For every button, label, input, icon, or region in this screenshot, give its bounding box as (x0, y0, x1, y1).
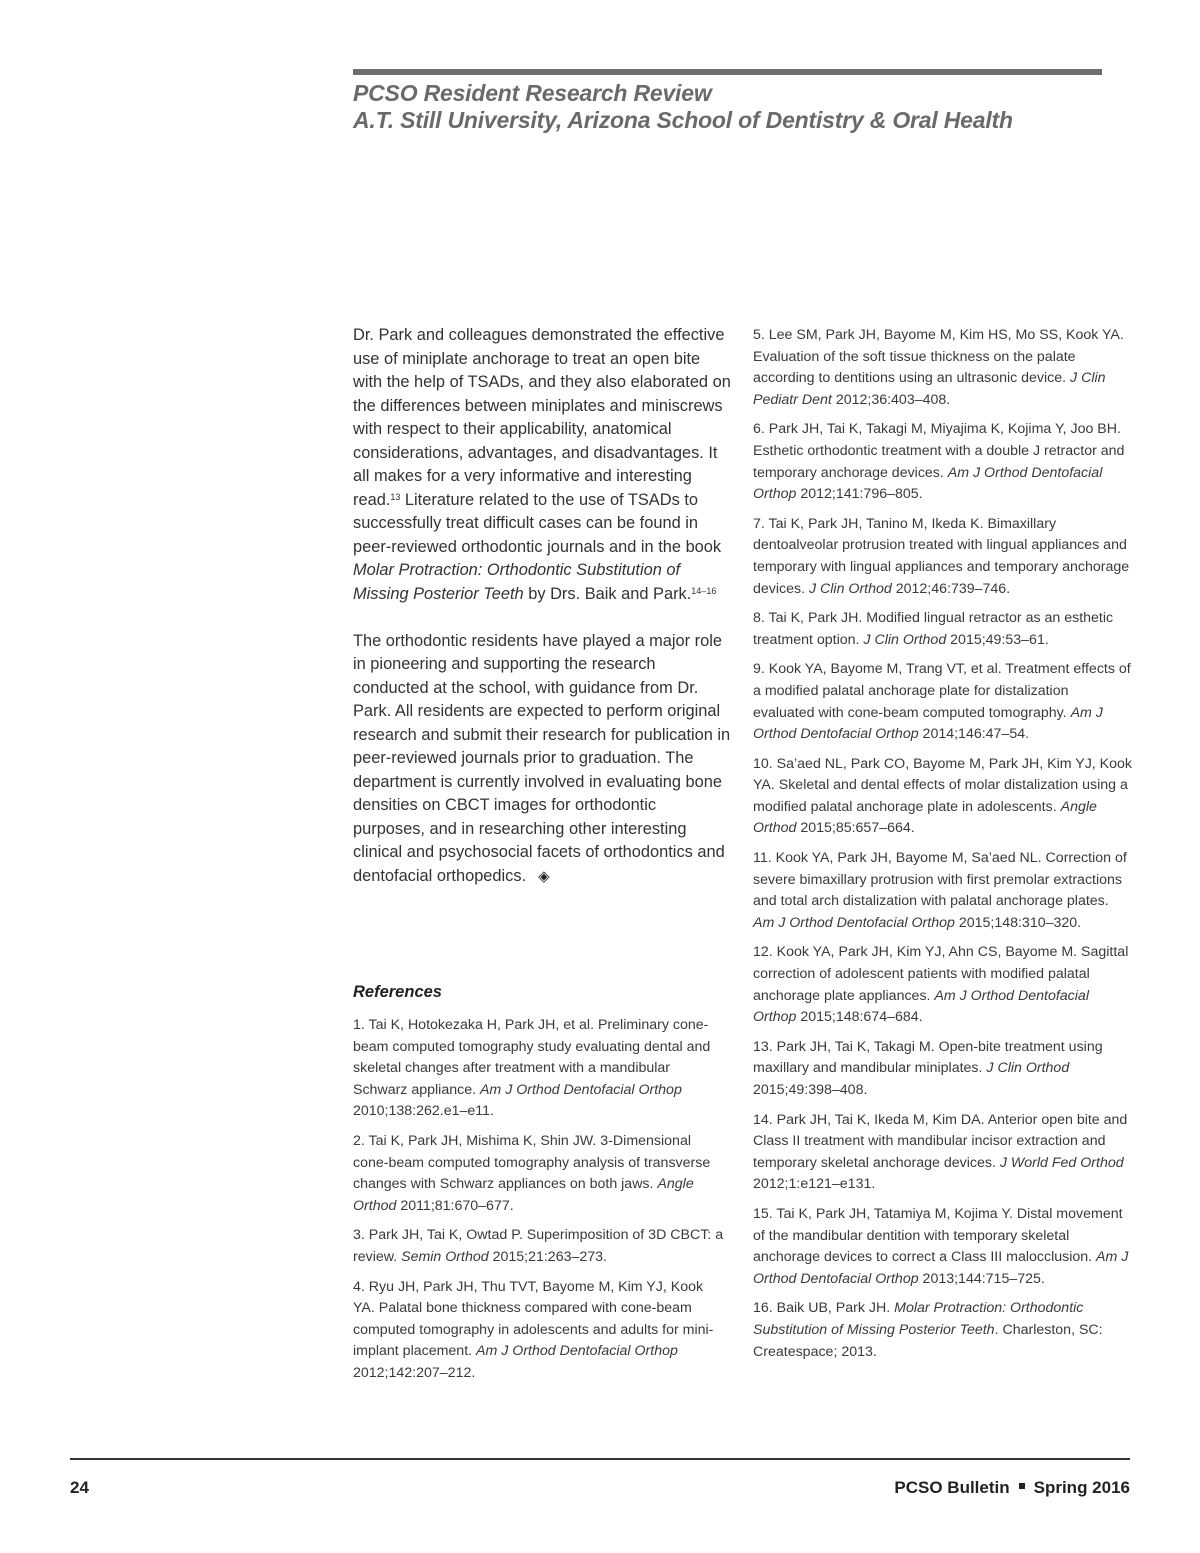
article-body (353, 324, 731, 888)
reference-item: 3. Park JH, Tai K, Owtad P. Superimposition of 3D CBCT: a review. Semin Orthod 2015;21:263–273. (353, 1227, 724, 1265)
reference-item: 16. Baik UB, Park JH. Molar Protraction: Orthodontic Substitution of Missing Posterior Teeth. Charleston, SC: Createspace; 2013. (753, 1300, 1103, 1360)
body-paragraph-1: Dr. Park and colleagues demonstrated the effective use of miniplate anchorage to treat an open bite with the help of TSADs, and they also elaborated on the differences between miniplates and miniscrews with respect to their applicability, anatomical considerations, advantages, and disadvantages. It all makes for a very informative and interesting read.$^{13}$ Literature related to the use of TSADs to successfully treat difficult cases can be found in peer-reviewed orthodontic journals and in the book Molar Protraction: Orthodontic Substitution of Missing Posterior Teeth by Drs. Baik and Park.$^{14-16}$ (353, 326, 731, 603)
reference-item: 8. Tai K, Park JH. Modified lingual retractor as an esthetic treatment option. J Clin Orthod 2015;49:53–61. (753, 610, 1114, 648)
reference-item: 7. Tai K, Park JH, Tanino M, Ikeda K. Bimaxillary dentoalveolar protrusion treated with lingual appliances and temporary with lingual appliances and temporary anchorage devices. J Clin Orthod 2012;46:739–746. (753, 515, 1130, 597)
footer-rule (70, 1458, 1130, 1460)
reference-item: 14. Park JH, Tai K, Ikeda M, Kim DA. Anterior open bite and Class II treatment with mandibular incisor extraction and temporary skeletal anchorage devices. J World Fed Orthod 2012;1:e121–e131. (753, 1111, 1128, 1193)
page-number: 24 (70, 1478, 89, 1497)
header-title: PCSO Resident Research Review (353, 80, 712, 106)
citation-13: 13 (390, 491, 401, 502)
running-header (353, 80, 1113, 134)
header-institution: A.T. Still University, Arizona School of Dentistry & Oral Health (353, 107, 1013, 133)
end-of-article-icon: ◈ (538, 867, 550, 885)
footer-publication (894, 1478, 1130, 1498)
reference-item: 9. Kook YA, Bayome M, Trang VT, et al. Treatment effects of a modified palatal anchorage plate for distalization evaluated with cone-beam computed tomography. Am J Orthod Dentofacial Orthop 2014;146:47–54. (753, 661, 1131, 743)
references-list-right (753, 325, 1133, 1371)
references-heading: References (353, 983, 442, 1001)
issue-date: Spring 2016 (1033, 1478, 1130, 1497)
header-rule (353, 69, 1102, 75)
reference-item: 6. Park JH, Tai K, Takagi M, Miyajima K, Kojima Y, Joo BH. Esthetic orthodontic treatment with a double J retractor and temporary anchorage devices. Am J Orthod Dentofacial Orthop 2012;141:796–805. (753, 421, 1125, 503)
reference-item: 5. Lee SM, Park JH, Bayome M, Kim HS, Mo SS, Kook YA. Evaluation of the soft tissue thickness on the palate according to dentitions using an ultrasonic device. J Clin Pediatr Dent 2012;36:403–408. (753, 327, 1124, 408)
reference-item: 4. Ryu JH, Park JH, Thu TVT, Bayome M, Kim YJ, Kook YA. Palatal bone thickness compared with cone-beam computed tomography in adolescents and adults for mini-implant placement. Am J Orthod Dentofacial Orthop 2012;142:207–212. (353, 1278, 714, 1381)
reference-item: 15. Tai K, Park JH, Tatamiya M, Kojima Y. Distal movement of the mandibular dentition with temporary skeletal anchorage devices to correct a Class III malocclusion. Am J Orthod Dentofacial Orthop 2013;144:715–725. (753, 1205, 1129, 1287)
book-title: Molar Protraction: Orthodontic Substitution of Missing Posterior Teeth (353, 561, 681, 603)
reference-item: 13. Park JH, Tai K, Takagi M. Open-bite treatment using maxillary and mandibular miniplates. J Clin Orthod 2015;49:398–408. (753, 1038, 1103, 1098)
citation-14-16: 14–16 (691, 585, 717, 596)
body-paragraph-2: The orthodontic residents have played a major role in pioneering and supporting the research conducted at the school, with guidance from Dr. Park. All residents are expected to perform original research and submit their research for publication in peer-reviewed journals prior to graduation. The department is currently involved in evaluating bone densities on CBCT images for orthodontic purposes, and in researching other interesting clinical and psychosocial facets of orthodontics and dentofacial orthopedics. ◈ (353, 630, 731, 889)
reference-item: 12. Kook YA, Park JH, Kim YJ, Ahn CS, Bayome M. Sagittal correction of adolescent patients with modified palatal anchorage plate appliances. Am J Orthod Dentofacial Orthop 2015;148:674–684. (753, 944, 1129, 1026)
publication-name: PCSO Bulletin (894, 1478, 1010, 1497)
reference-item: 10. Sa’aed NL, Park CO, Bayome M, Park JH, Kim YJ, Kook YA. Skeletal and dental effects of molar distalization using a modified palatal anchorage plate in adolescents. Angle Orthod 2015;85:657–664. (753, 755, 1133, 837)
reference-item: 1. Tai K, Hotokezaka H, Park JH, et al. Preliminary cone-beam computed tomography study evaluating dental and skeletal changes after treatment with a mandibular Schwarz appliance. Am J Orthod Dentofacial Orthop 2010;138:262.e1–e11. (353, 1017, 711, 1120)
references-list-left (353, 1015, 725, 1393)
bullet-separator-icon (1019, 1483, 1025, 1489)
reference-item: 11. Kook YA, Park JH, Bayome M, Sa’aed NL. Correction of severe bimaxillary protrusion with first premolar extractions and total arch distalization with palatal anchorage plates. Am J Orthod Dentofacial Orthop 2015;148:310–320. (753, 850, 1127, 931)
reference-item: 2. Tai K, Park JH, Mishima K, Shin JW. 3-Dimensional cone-beam computed tomography analysis of transverse changes with Schwarz appliances on both jaws. Angle Orthod 2011;81:670–677. (353, 1132, 711, 1214)
